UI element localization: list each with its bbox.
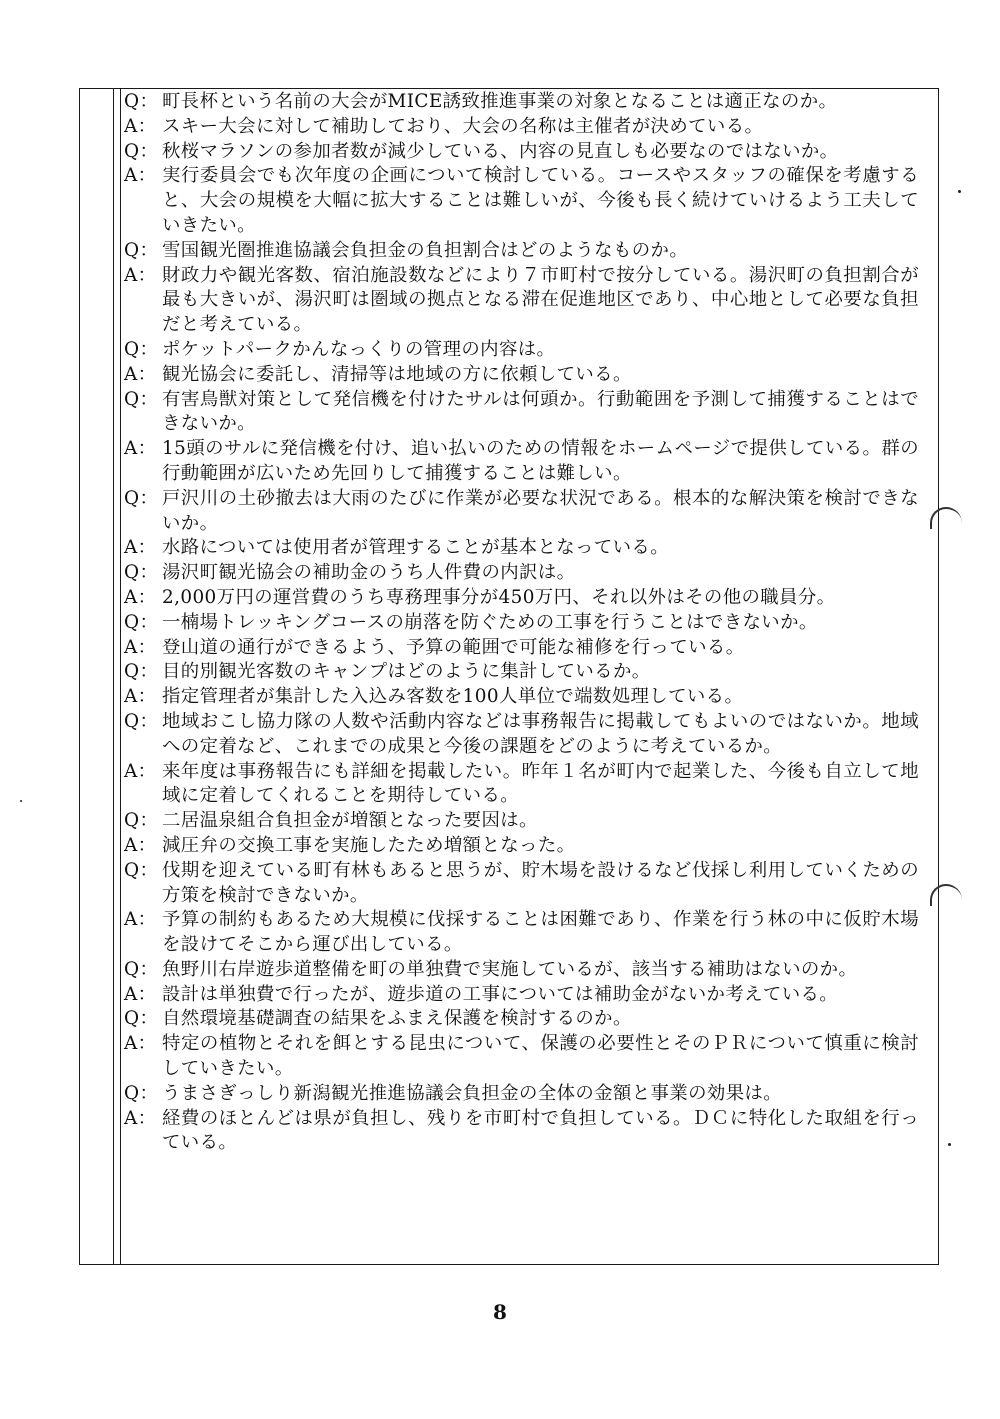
question-text: 有害鳥獣対策として発信機を付けたサルは何頭か。行動範囲を予測して捕獲することはできないか。 (162, 388, 919, 435)
answer-marker: A： (124, 1107, 157, 1129)
question-text: 魚野川右岸遊歩道整備を町の単独費で実施しているが、該当する補助はないのか。 (162, 958, 858, 980)
scan-speck (20, 800, 22, 802)
answer-marker: A： (124, 909, 157, 931)
question-text: うまさぎっしり新潟観光推進協議会負担金の全体の金額と事業の効果は。 (162, 1082, 783, 1104)
answer-marker: A： (124, 537, 157, 559)
answer-marker: A： (124, 165, 157, 187)
question-marker: Q： (124, 487, 159, 509)
answer-text: 減圧弁の交換工事を実施したため増額となった。 (162, 834, 576, 856)
question-text: 自然環境基礎調査の結果をふまえ保護を検討するのか。 (162, 1008, 632, 1030)
answer-marker: A： (124, 983, 157, 1005)
answer-text: 2,000万円の運営費のうち専務理事分が450万円、それ以外はその他の職員分。 (162, 586, 836, 608)
question-item (124, 487, 919, 537)
question-item (124, 710, 919, 760)
question-item (124, 561, 919, 586)
question-marker: Q： (124, 91, 159, 112)
answer-item (124, 636, 919, 661)
answer-item (124, 586, 919, 611)
answer-text: 財政力や観光客数、宿泊施設数などにより７市町村で按分している。湯沢町の負担割合が最も大きいが、湯沢町は圏域の拠点となる滞在促進地区であり、中心地として必要な負担だと考えている。 (162, 264, 919, 336)
question-text: ポケットパークかんなっくりの管理の内容は。 (162, 338, 556, 360)
answer-text: 来年度は事務報告にも詳細を掲載したい。昨年１名が町内で起業した、今後も自立して地域に定着してくれることを期待している。 (162, 760, 919, 807)
answer-marker: A： (124, 834, 157, 856)
question-item (124, 140, 919, 165)
answer-text: 実行委員会でも次年度の企画について検討している。コースやスタッフの確保を考慮すると、大会の規模を大幅に拡大することは難しいが、今後も長く続けていけるよう工夫していきたい。 (162, 165, 919, 236)
scan-speck (958, 190, 961, 193)
answer-item (124, 1107, 919, 1157)
question-item (124, 611, 919, 636)
question-text: 雪国観光圏推進協議会負担金の負担割合はどのようなものか。 (162, 239, 689, 261)
answer-item (124, 983, 919, 1008)
question-item (124, 1082, 919, 1107)
answer-marker: A： (124, 438, 157, 460)
answer-text: スキー大会に対して補助しており、大会の名称は主催者が決めている。 (162, 115, 764, 137)
question-text: 秋桜マラソンの参加者数が減少している、内容の見直しも必要なのではないか。 (162, 140, 839, 162)
answer-marker: A： (124, 760, 157, 782)
answer-text: 設計は単独費で行ったが、遊歩道の工事については補助金がないか考えている。 (162, 983, 839, 1005)
answer-text: 予算の制約もあるため大規模に伐採することは困難であり、作業を行う林の中に仮貯木場を設けてそこから運び出している。 (162, 909, 919, 956)
question-marker: Q： (124, 661, 159, 683)
answer-marker: A： (124, 586, 157, 608)
answer-item (124, 363, 919, 388)
answer-item (124, 115, 919, 140)
scan-speck (948, 1143, 951, 1146)
question-marker: Q： (124, 562, 159, 584)
question-marker: Q： (124, 388, 159, 410)
question-item (124, 388, 919, 438)
question-item (124, 809, 919, 834)
answer-item (124, 908, 919, 958)
question-item (124, 958, 919, 983)
question-item (124, 239, 919, 264)
answer-item (124, 1032, 919, 1082)
question-item (124, 90, 919, 115)
answer-item (124, 685, 919, 710)
question-marker: Q： (124, 611, 159, 633)
answer-marker: A： (124, 363, 157, 385)
answer-item (124, 437, 919, 487)
question-marker: Q： (124, 1008, 159, 1030)
question-marker: Q： (124, 338, 159, 360)
punch-hole-mark (930, 884, 962, 906)
qa-list (124, 90, 919, 1156)
question-item (124, 338, 919, 363)
answer-item (124, 536, 919, 561)
question-marker: Q： (124, 958, 159, 980)
punch-hole-mark (930, 507, 962, 529)
answer-marker: A： (124, 264, 157, 286)
question-marker: Q： (124, 140, 159, 162)
question-item (124, 1007, 919, 1032)
question-marker: Q： (124, 239, 159, 261)
answer-text: 経費のほとんどは県が負担し、残りを市町村で負担している。ＤＣに特化した取組を行っている。 (162, 1107, 919, 1154)
question-text: 二居温泉組合負担金が増額となった要因は。 (162, 810, 538, 832)
answer-text: 15頭のサルに発信機を付け、追い払いのための情報をホームページで提供している。群の行動範囲が広いため先回りして捕獲することは難しい。 (162, 438, 919, 484)
question-marker: Q： (124, 859, 159, 881)
question-text: 湯沢町観光協会の補助金のうち人件費の内訳は。 (162, 562, 576, 584)
question-text: 地域おこし協力隊の人数や活動内容などは事務報告に掲載してもよいのではないか。地域への定着など、これまでの成果と今後の課題をどのように考えているか。 (162, 710, 919, 757)
question-item (124, 859, 919, 909)
narrow-column (114, 89, 121, 1264)
question-marker: Q： (124, 810, 159, 832)
answer-marker: A： (124, 686, 157, 708)
answer-item (124, 760, 919, 810)
answer-text: 特定の植物とそれを餌とする昆虫について、保護の必要性とそのＰＲについて慎重に検討していきたい。 (162, 1033, 919, 1080)
question-marker: Q： (124, 1082, 159, 1104)
answer-marker: A： (124, 1033, 157, 1055)
answer-text: 指定管理者が集計した入込み客数を100人単位で端数処理している。 (162, 686, 744, 708)
question-item (124, 660, 919, 685)
question-marker: Q： (124, 710, 159, 732)
question-text: 戸沢川の土砂撤去は大雨のたびに作業が必要な状況である。根本的な解決策を検討できないか。 (162, 487, 919, 534)
answer-text: 観光協会に委託し、清掃等は地域の方に依頼している。 (162, 363, 632, 385)
answer-item (124, 264, 919, 338)
question-text: 町長杯という名前の大会がMICE誘致推進事業の対象となることは適正なのか。 (162, 91, 838, 112)
page-number: 8 (493, 1300, 507, 1324)
answer-text: 登山道の通行ができるよう、予算の範囲で可能な補修を行っている。 (162, 636, 745, 658)
question-text: 目的別観光客数のキャンプはどのように集計しているか。 (162, 661, 651, 683)
answer-item (124, 834, 919, 859)
question-text: 一楠場トレッキングコースの崩落を防ぐための工事を行うことはできないか。 (162, 611, 818, 633)
answer-marker: A： (124, 636, 157, 658)
question-text: 伐期を迎えている町有林もあると思うが、貯木場を設けるなど伐採し利用していくための方策を検討できないか。 (162, 859, 919, 906)
answer-text: 水路については使用者が管理することが基本となっている。 (162, 537, 669, 559)
answer-item (124, 164, 919, 238)
left-column (80, 89, 114, 1264)
answer-marker: A： (124, 115, 157, 137)
